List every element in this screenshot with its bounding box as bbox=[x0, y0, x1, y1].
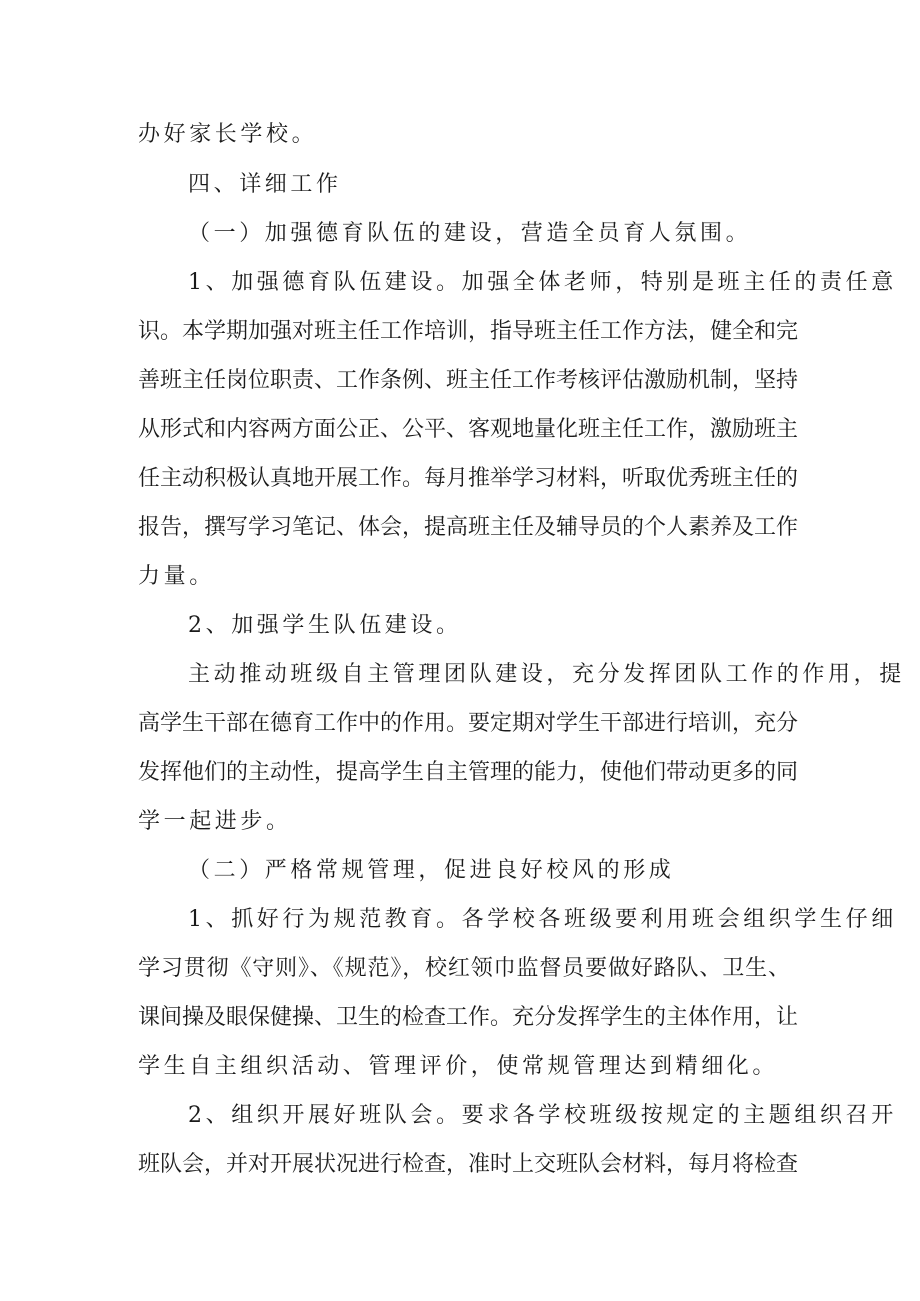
subsection-heading-2: （二）严格常规管理，促进良好校风的形成 bbox=[188, 858, 675, 883]
paragraph-line: 力量。 bbox=[138, 564, 215, 589]
paragraph-line: 班队会，并对开展状况进行检查，准时上交班队会材料，每月将检查 bbox=[138, 1152, 799, 1177]
paragraph-line: 学生自主组织活动、管理评价，使常规管理达到精细化。 bbox=[138, 1054, 779, 1079]
paragraph-line: 1、抓好行为规范教育。各学校各班级要利用班会组织学生仔细 bbox=[188, 907, 897, 932]
paragraph-line: 学一起进步。 bbox=[138, 809, 292, 834]
paragraph-line: 从形式和内容两方面公正、公平、客观地量化班主任工作，激励班主 bbox=[138, 417, 799, 442]
paragraph-line: 识。本学期加强对班主任工作培训，指导班主任工作方法，健全和完 bbox=[138, 319, 799, 344]
paragraph-line: 高学生干部在德育工作中的作用。要定期对学生干部进行培训，充分 bbox=[138, 711, 799, 736]
paragraph-line: 任主动积极认真地开展工作。每月推举学习材料，听取优秀班主任的 bbox=[138, 466, 799, 491]
subsection-heading-1: （一）加强德育队伍的建设，营造全员育人氛围。 bbox=[188, 221, 752, 246]
paragraph-line: 发挥他们的主动性，提高学生自主管理的能力，使他们带动更多的同 bbox=[138, 760, 799, 785]
paragraph-line: 善班主任岗位职责、工作条例、班主任工作考核评估激励机制，坚持 bbox=[138, 368, 799, 393]
subheading-student-team: 2、加强学生队伍建设。 bbox=[188, 613, 462, 638]
paragraph-line: 主动推动班级自主管理团队建设，充分发挥团队工作的作用，提 bbox=[188, 662, 905, 687]
paragraph-line: 报告，撰写学习笔记、体会，提高班主任及辅导员的个人素养及工作 bbox=[138, 515, 799, 540]
paragraph-line: 课间操及眼保健操、卫生的检查工作。充分发挥学生的主体作用，让 bbox=[138, 1005, 799, 1030]
paragraph-line: 1、加强德育队伍建设。加强全体老师，特别是班主任的责任意 bbox=[188, 270, 897, 295]
paragraph-line: 2、组织开展好班队会。要求各学校班级按规定的主题组织召开 bbox=[188, 1103, 897, 1128]
text-line-continuation: 办好家长学校。 bbox=[138, 122, 318, 147]
paragraph-line: 学习贯彻《守则》、《规范》，校红领巾监督员要做好路队、卫生、 bbox=[138, 956, 790, 981]
section-heading: 四、详细工作 bbox=[188, 172, 342, 197]
